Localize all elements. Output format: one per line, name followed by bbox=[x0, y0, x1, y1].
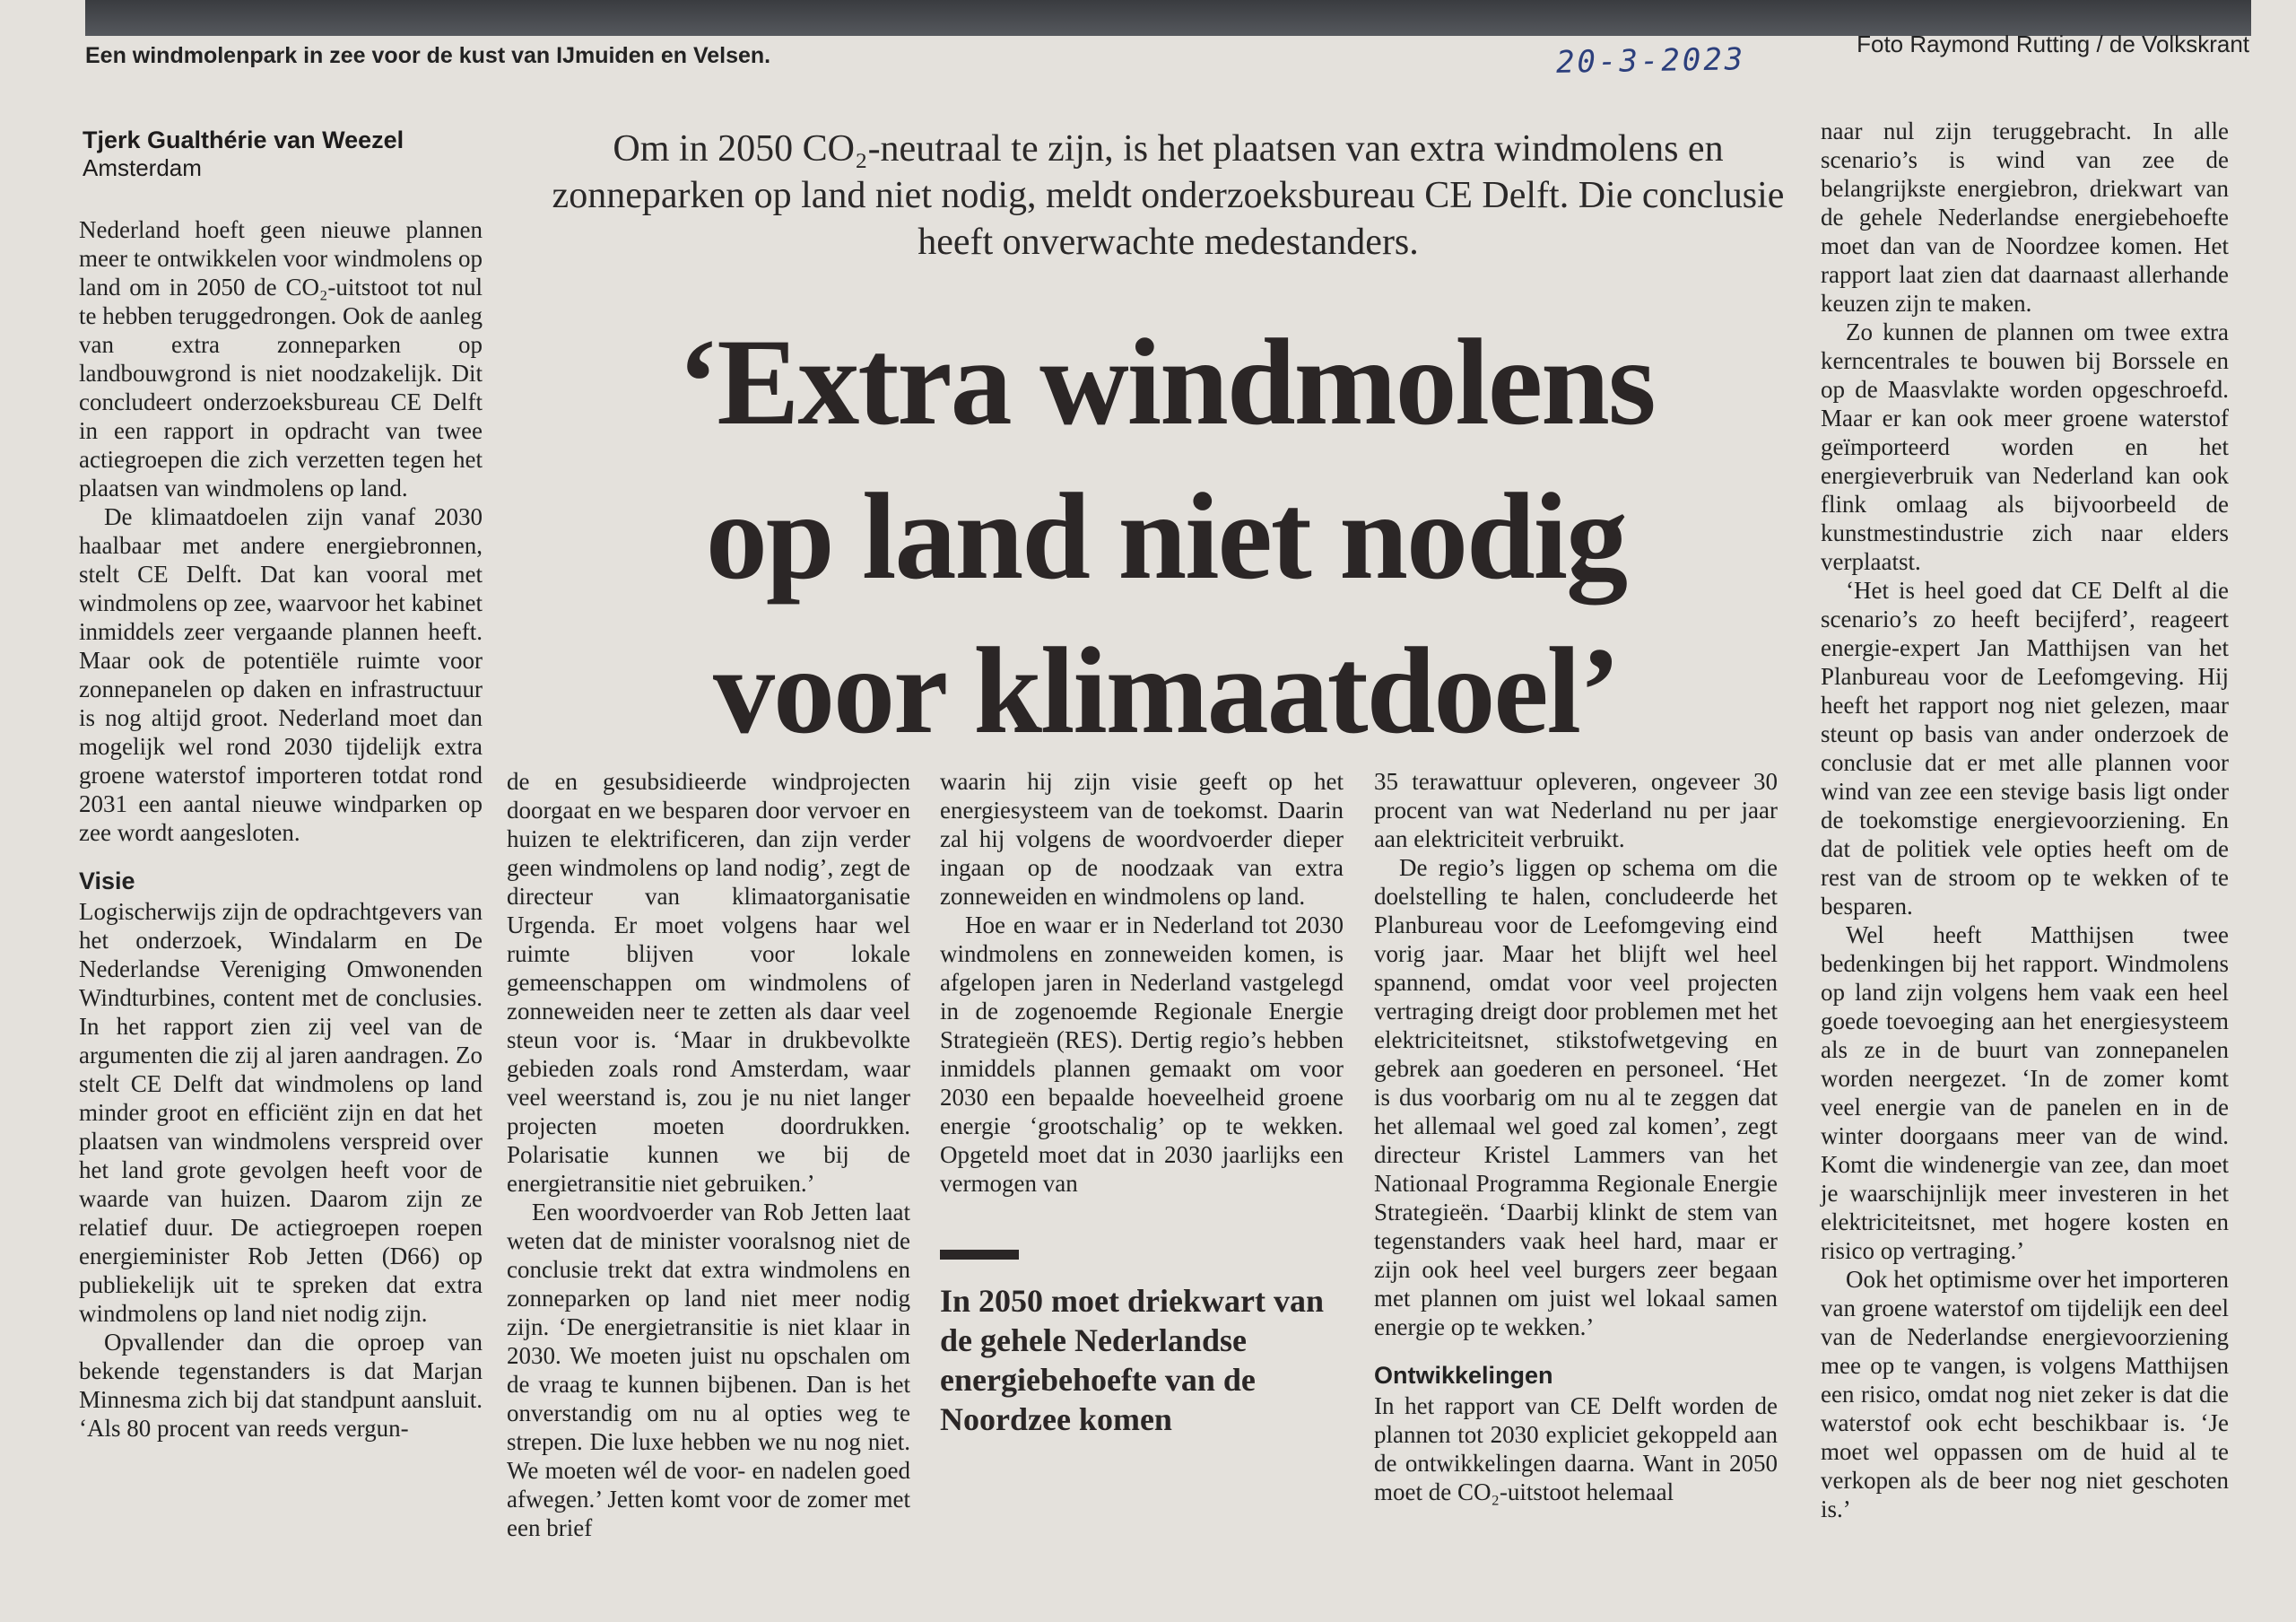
column-4 bbox=[1374, 767, 1778, 1506]
paragraph: Wel heeft Matthijsen twee bedenkingen bij het rapport. Windmolens op land zijn volgens hem vaak een heel goede toevoeging aan het energiesysteem als ze in de buurt van zonnepanelen worden neergezet. ‘In de zomer komt veel energie van de panelen en in de winter doorgaans meer van de wind. Komt die windenergie van zee, dan moet je waarschijnlijk meer investeren in het elektriciteitsnet, met hogere kosten en risico op vertraging.’ bbox=[1821, 921, 2229, 1264]
paragraph: In het rapport van CE Delft worden de plannen tot 2030 expliciet gekoppeld aan de ontwikkelingen daarna. Want in 2050 moet de CO₂-uitstoot helemaal bbox=[1374, 1392, 1778, 1505]
subheading-ontwikkelingen: Ontwikkelingen bbox=[1374, 1362, 1553, 1389]
subheading-visie: Visie bbox=[79, 868, 135, 894]
author-name: Tjerk Gualthérie van Weezel bbox=[83, 126, 404, 153]
pull-quote-rule bbox=[940, 1250, 1019, 1260]
paragraph: 35 terawattuur opleveren, ongeveer 30 procent van wat Nederland nu per jaar aan elektriciteit verbruikt. bbox=[1374, 768, 1778, 852]
photo-caption: Een windmolenpark in zee voor de kust van IJmuiden en Velsen. bbox=[85, 43, 771, 68]
pull-quote: In 2050 moet driekwart van de gehele Nederlandse energiebehoefte van de Noordzee komen bbox=[940, 1283, 1324, 1437]
column-5 bbox=[1821, 117, 2229, 1523]
byline bbox=[83, 126, 404, 181]
paragraph: de en gesubsidieerde windprojecten doorgaat en we besparen door vervoer en huizen te elektrificeren, dan zijn verder geen windmolens op land nodig’, zegt de directeur van klimaatorganisatie Urgenda. Er moet volgens haar wel ruimte blijven voor lokale gemeenschappen om windmolens of zonneweiden neer te zetten als daar veel steun voor is. ‘Maar in drukbevolkte gebieden zoals rond Amsterdam, waar veel weerstand is, zou je nu niet langer projecten moeten doordrukken. Polarisatie kunnen we bij de energietransitie niet gebruiken.’ bbox=[507, 768, 910, 1197]
column-2 bbox=[507, 767, 910, 1542]
article-headline bbox=[556, 305, 1776, 768]
paragraph: Nederland hoeft geen nieuwe plannen meer te ontwikkelen voor windmolens op land om in 2050 de CO₂-uitstoot tot nul te hebben teruggedrongen. Ook de aanleg van extra zonneparken op landbouwgrond is niet noodzakelijk. Dit concludeert onderzoeksbureau CE Delft in een rapport in opdracht van twee actiegroepen die zich verzetten tegen het plaatsen van windmolens op land. bbox=[79, 216, 483, 501]
paragraph: naar nul zijn teruggebracht. In alle scenario’s is wind van zee de belangrijkste energiebron, driekwart van de gehele Nederlandse energiebehoefte moet dan van de Noordzee komen. Het rapport laat zien dat daarnaast allerhande keuzen zijn te maken. bbox=[1821, 118, 2229, 317]
handwritten-date: 20-3-2023 bbox=[1555, 41, 1746, 81]
paragraph: Opvallender dan die oproep van bekende tegenstanders is dat Marjan Minnesma zich bij dat standpunt aansluit. ‘Als 80 procent van reeds vergun- bbox=[79, 1329, 483, 1442]
article-intro: Om in 2050 CO₂-neutraal te zijn, is het plaatsen van extra windmolens en zonneparken op land niet nodig, meldt onderzoeksbureau CE Delft. Die conclusie heeft onverwachte medestanders. bbox=[552, 128, 1785, 263]
headline-line: op land niet nodig bbox=[705, 467, 1627, 605]
paragraph: Ook het optimisme over het importeren van groene waterstof om tijdelijk een deel van de Nederlandse energievoorziening mee op te vangen, is volgens Matthijsen een risico, omdat nog niet zeker is dat die waterstof ook echt beschikbaar is. ‘Je moet wel oppassen om de huid al te verkopen als de beer nog niet geschoten is.’ bbox=[1821, 1266, 2229, 1522]
paragraph: Logischerwijs zijn de opdrachtgevers van het onderzoek, Windalarm en De Nederlandse Vereniging Omwonenden Windturbines, content met de conclusies. In het rapport zien zij veel van de argumenten die zij al jaren aandragen. Zo stelt CE Delft dat windmolens op land minder groot en efficiënt zijn en dat het plaatsen van windmolens verspreid over het land grote gevolgen heeft voor de waarde van huizen. Daarom zijn ze relatief duur. De actiegroepen roepen energieminister Rob Jetten (D66) op publiekelijk uit te spreken dat extra windmolens op land niet nodig zijn. bbox=[79, 898, 483, 1327]
author-location: Amsterdam bbox=[83, 154, 202, 181]
column-3 bbox=[940, 767, 1344, 1439]
paragraph: ‘Het is heel goed dat CE Delft al die scenario’s zo heeft becijferd’, reageert energie-expert Jan Matthijsen van het Planbureau voor de Leefomgeving. Hij heeft het rapport nog niet gelezen, maar steunt op basis van ander onderzoek de conclusie dat er met alle plannen voor wind van zee een stevige basis ligt onder de toekomstige energievoorziening. En dat de politiek vele opties heeft om de rest van de stroom op te wekken of te besparen. bbox=[1821, 577, 2229, 920]
headline-line: voor klimaatdoel’ bbox=[713, 622, 1619, 759]
paragraph: Zo kunnen de plannen om twee extra kerncentrales te bouwen bij Borssele en op de Maasvlakte worden opgeschroefd. Maar er kan ook meer groene waterstof geïmporteerd worden en het energieverbruik van Nederland kan ook flink omlaag als bijvoorbeeld de kunstmestindustrie zich naar elders verplaatst. bbox=[1821, 318, 2229, 575]
paragraph: De regio’s liggen op schema om die doelstelling te halen, concludeerde het Planbureau voor de Leefomgeving eind vorig jaar. Maar het blijft wel heel spannend, omdat voor veel projecten vertraging dreigt door problemen met het elektriciteitsnet, stikstofwetgeving en gebrek aan goederen en personeel. ‘Het is dus voorbarig om nu al te zeggen dat het allemaal wel goed zal komen’, zegt directeur Kristel Lammers van het Nationaal Programma Regionale Energie Strategieën. ‘Daarbij klinkt de stem van tegenstanders vaak heel hard, maar er zijn ook heel veel burgers zeer begaan met plannen om juist wel lokaal samen energie op te wekken.’ bbox=[1374, 854, 1778, 1340]
photo-credit: Foto Raymond Rutting / de Volkskrant bbox=[1857, 31, 2249, 57]
column-1 bbox=[79, 215, 483, 1443]
headline-line: ‘Extra windmolens bbox=[677, 313, 1655, 450]
paragraph: De klimaatdoelen zijn vanaf 2030 haalbaar met andere energiebronnen, stelt CE Delft. Dat kan vooral met windmolens op zee, waarvoor het kabinet inmiddels zeer vergaande plannen heeft. Maar ook de potentiële ruimte voor zonnepanelen op daken en infrastructuur is nog altijd groot. Nederland moet dan mogelijk wel rond 2030 tijdelijk extra groene waterstof importeren totdat rond 2031 een aantal nieuwe windparken op zee wordt aangesloten. bbox=[79, 503, 483, 846]
paragraph: Een woordvoerder van Rob Jetten laat weten dat de minister vooralsnog niet de conclusie trekt dat extra windmolens en zonneparken op land niet meer nodig zijn. ‘De energietransitie is niet klaar in 2030. We moeten juist nu opschalen om de vraag te kunnen bijbenen. Dan is het onverstandig om nu al opties weg te strepen. Die luxe hebben we nu nog niet. We moeten wél de voor- en nadelen goed afwegen.’ Jetten komt voor de zomer met een brief bbox=[507, 1199, 910, 1541]
paragraph: waarin hij zijn visie geeft op het energiesysteem van de toekomst. Daarin zal hij volgens de woordvoerder dieper ingaan op de noodzaak van extra zonneweiden en windmolens op land. bbox=[940, 768, 1344, 910]
paragraph: Hoe en waar er in Nederland tot 2030 windmolens en zonneweiden komen, is afgelopen jaren in Nederland vastgelegd in de zogenoemde Regionale Energie Strategieën (RES). Dertig regio’s hebben inmiddels plannen gemaakt om voor 2030 een bepaalde hoeveelheid groene energie ‘grootschalig’ op te wekken. Opgeteld moet dat in 2030 jaarlijks een vermogen van bbox=[940, 911, 1344, 1197]
